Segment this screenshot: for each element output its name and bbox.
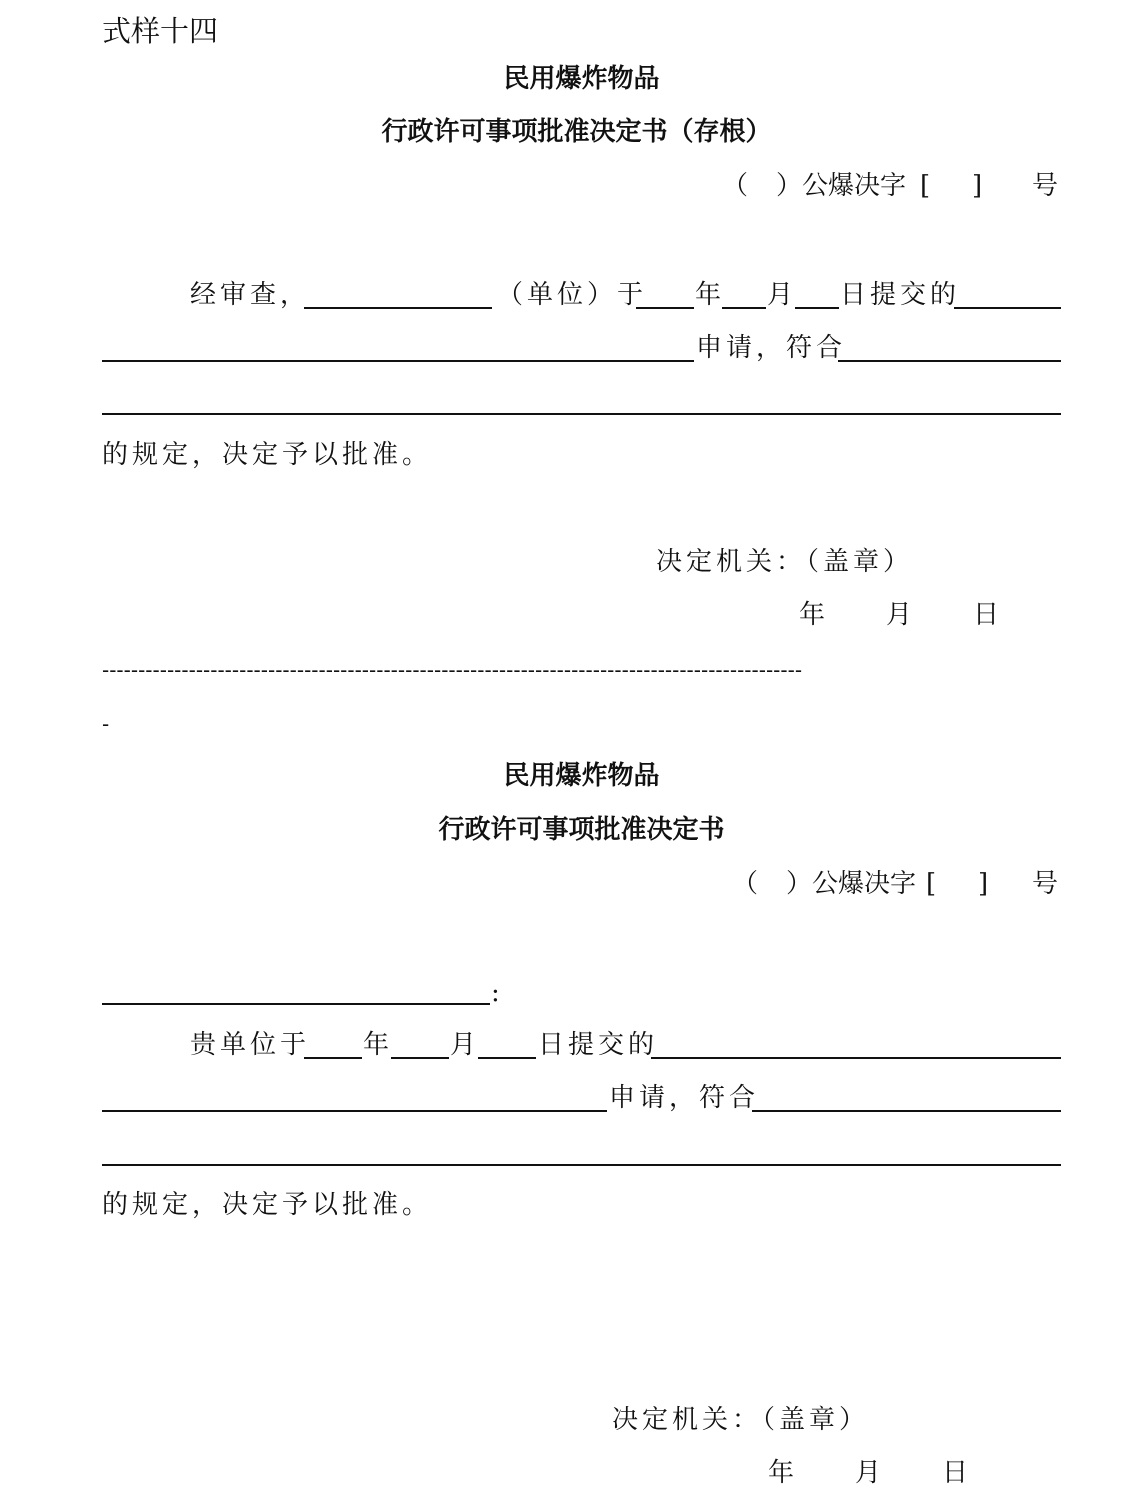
stub-doc-close-bracket: ]	[972, 171, 983, 201]
decision-doc-open-bracket: [	[926, 869, 937, 899]
decision-item-blank-2[interactable]	[102, 1110, 607, 1112]
decision-day-blank[interactable]	[478, 1057, 536, 1059]
decision-signature-day: 日	[942, 1458, 969, 1488]
form-label: 式样十四	[102, 14, 219, 48]
stub-item-blank-1[interactable]	[954, 307, 1061, 309]
decision-signature-year: 年	[768, 1458, 795, 1488]
decision-body-month: 月	[450, 1030, 477, 1060]
stub-signature-year: 年	[799, 600, 826, 630]
stub-doc-suffix: 号	[1032, 171, 1059, 201]
stub-regulation-blank-2[interactable]	[102, 413, 1061, 415]
stub-doc-close-paren-text: ）公爆决字	[776, 171, 907, 201]
decision-body-year: 年	[363, 1030, 390, 1060]
cut-line: -------------------------------------------------------------------------------------------------	[102, 658, 803, 682]
stub-month-blank[interactable]	[722, 307, 766, 309]
decision-year-blank[interactable]	[304, 1057, 362, 1059]
decision-doc-close-paren-text: ）公爆决字	[786, 869, 917, 899]
stub-signature-month: 月	[886, 600, 913, 630]
stub-doc-open-bracket: [	[920, 171, 931, 201]
decision-body-intro: 贵单位于	[190, 1030, 311, 1060]
decision-addressee-blank[interactable]	[102, 1003, 490, 1005]
stub-item-blank-2[interactable]	[102, 360, 694, 362]
decision-doc-suffix: 号	[1032, 869, 1059, 899]
stub-body-decision: 的规定，决定予以批准。	[102, 440, 433, 470]
stub-title-line2: 行政许可事项批准决定书（存根）	[381, 117, 772, 147]
stub-body-day-submitted: 日提交的	[840, 280, 961, 310]
cut-line-tail: -	[102, 712, 110, 736]
stub-year-blank[interactable]	[636, 307, 694, 309]
decision-signature-authority: 决定机关：（盖章）	[612, 1405, 870, 1435]
decision-doc-open-paren: （	[732, 869, 759, 899]
decision-title-line2: 行政许可事项批准决定书	[438, 815, 725, 845]
stub-regulation-blank-1[interactable]	[838, 360, 1061, 362]
decision-body-decision: 的规定，决定予以批准。	[102, 1190, 433, 1220]
stub-unit-blank[interactable]	[304, 307, 492, 309]
decision-regulation-blank-1[interactable]	[752, 1110, 1061, 1112]
decision-body-day-submitted: 日提交的	[538, 1030, 659, 1060]
stub-body-year: 年	[695, 280, 722, 310]
decision-signature-month: 月	[855, 1458, 882, 1488]
decision-month-blank[interactable]	[391, 1057, 449, 1059]
stub-body-month: 月	[767, 280, 794, 310]
stub-body-intro: 经审查，	[190, 280, 311, 310]
decision-body-application-conform: 申请，符合	[609, 1083, 760, 1113]
decision-item-blank-1[interactable]	[651, 1057, 1061, 1059]
stub-title-line1: 民用爆炸物品	[503, 64, 660, 94]
stub-signature-authority: 决定机关：（盖章）	[656, 547, 914, 577]
decision-doc-close-bracket: ]	[978, 869, 989, 899]
stub-body-unit-label: （单位）于	[497, 280, 648, 310]
decision-title-line1: 民用爆炸物品	[503, 761, 660, 791]
decision-regulation-blank-2[interactable]	[102, 1164, 1061, 1166]
stub-body-application-conform: 申请，符合	[696, 333, 847, 363]
stub-signature-day: 日	[973, 600, 1000, 630]
stub-doc-open-paren: （	[722, 171, 749, 201]
decision-addressee-colon: :	[491, 978, 500, 1008]
stub-day-blank[interactable]	[795, 307, 839, 309]
